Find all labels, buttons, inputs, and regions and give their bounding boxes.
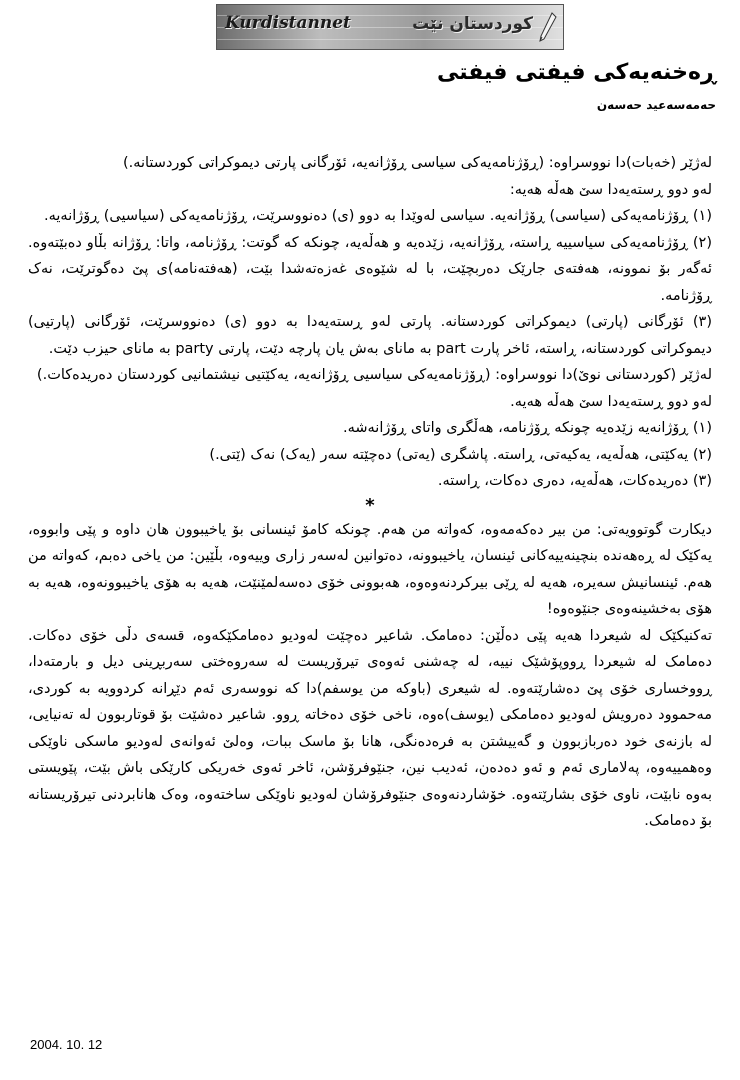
author-name: حەمەسەعید حەسەن [596, 98, 716, 112]
site-logo-kurdish: کوردستان نێت [412, 14, 533, 34]
article-body [28, 150, 712, 835]
site-banner[interactable] [216, 4, 564, 50]
site-logo-latin: Kurdistannet [225, 13, 351, 33]
section-separator: * [365, 494, 375, 516]
paragraph: دیکارت گوتوویەتی: من بیر دەکەمەوە، کەواتە من هەم. چونکە کامۆ ئینسانی بۆ یاخیبوون هان داوە و پێی وابووە، یەکێک لە ڕەهەندە بنچینەییەکانی ئینسان، یاخیبوونە، دەتوانین لەسەر زاری وییەوە، بڵێین: من یاخی دەبم، کەواتە من هەم. ئینسانیش سەیرە، هەیە لە ڕێی بیرکردنەوەوە، هەبوونی خۆی دەسەلمێنێت، هەیە بە هۆی یاخیبوونەوە، هەیە بە هۆی بەخشینەوەی جنێوەوە! [28, 521, 712, 617]
article-title: ڕەخنەیەکی فیفتی فیفتی [436, 60, 716, 85]
paragraph: (٢) ڕۆژنامەیەکی سیاسییە ڕاستە، ڕۆژانەیە، زێدەیە و هەڵەیە، چونکە کە گوتت: ڕۆژنامە، واتا: ڕۆژانە بڵاو دەبێتەوە. ئەگەر بۆ نموونە، هەفتەی جارێک دەربچێت، با لە شێوەی غەزەتەشدا بێت، (هەفتەنامە)ی پێ دەگوترێت، نەک ڕۆژنامە. [28, 234, 712, 304]
paragraph: لەو دوو ڕستەیەدا سێ هەڵە هەیە: [509, 181, 712, 198]
publish-date: 2004. 10. 12 [30, 1037, 103, 1052]
paragraph: لەو دوو ڕستەیەدا سێ هەڵە هەیە. [510, 393, 712, 410]
pen-icon [537, 11, 557, 43]
paragraph: (١) ڕۆژنامەیەکی (سیاسی) ڕۆژانەیە. سیاسی لەوێدا بە دوو (ی) دەنووسرێت، ڕۆژنامەیەکی (سیاسیی) ڕۆژانەیە. [44, 208, 712, 224]
paragraph: (١) ڕۆژانەیە زێدەیە چونکە ڕۆژنامە، هەڵگری واتای ڕۆژانەشە. [342, 420, 712, 436]
paragraph: لەژێر (کوردستانی نوێ)دا نووسراوە: (ڕۆژنامەیەکی سیاسیی ڕۆژانەیە، یەکێتیی نیشتمانیی کوردستان دەریدەکات.) [36, 367, 712, 383]
paragraph: (٣) دەریدەکات، هەڵەیە، دەری دەکات، ڕاستە. [437, 473, 712, 489]
paragraph: لەژێر (خەبات)دا نووسراوە: (ڕۆژنامەیەکی سیاسی ڕۆژانەیە، ئۆرگانی پارتی دیموکراتی کوردستانە.) [122, 155, 712, 171]
paragraph: (٢) یەکێتی، هەڵەیە، یەکیەتی، ڕاستە. پاشگری (یەتی) دەچێتە سەر (یەک) نەک (ێتی.) [209, 446, 712, 463]
paragraph: تەکنیکێک لە شیعردا هەیە پێی دەڵێن: دەمامک. شاعیر دەچێت لەودیو دەمامکێکەوە، قسەی دڵی خۆی دەکات. دەمامک لە شیعردا ڕووپۆشێک نییە، لە چەشنی ئەوەی تیرۆریست لە سەروەختی سەربڕینی دیل و بارمتەدا، ڕووخساری خۆی پێ دەشارێتەوە. لە شیعری (باوکە من یوسفم)دا کە نووسەری ئەم دێڕانە کردوویە بە کوردی، مەحموود دەرویش لەودیو دەمامکی (یوسف)ەوە، ناخی خۆی دەخاتە ڕوو. شاعیر دەشێت بۆ قوتاربوون لە تەنیایی، لە بازنەی خود دەربازبوون و گەییشتن بە فرەدەنگی، هانا بۆ ماسک ببات، وەلێ ئەوانەی لەودیو ماسکی ناوێکی وەهمییەوە، پەلاماری ئەم و ئەو دەدەن، ئەدیب نین، جنێوفرۆشن، ئاخر ئەوی خەریکی کارێکی باش بێت، پێویستی بەوە نابێت، ناوی خۆی بشارێتەوە. خۆشاردنەوەی جنێوفرۆشان لەودیو ناوێکی ساختەوە، وەک هانابردنی تیرۆریستانە بۆ دەمامک. [28, 627, 712, 829]
paragraph: (٣) ئۆرگانی (پارتی) دیموکراتی کوردستانە. پارتی لەو ڕستەیەدا بە دوو (ی) دەنووسرێت، ئۆرگانی (پارتیی) دیموکراتی کوردستانە، ڕاستە، ئاخر پارت part بە مانای بەش یان پارچە دێت، پارتی party بە مانای حیزب دێت. [28, 314, 712, 357]
